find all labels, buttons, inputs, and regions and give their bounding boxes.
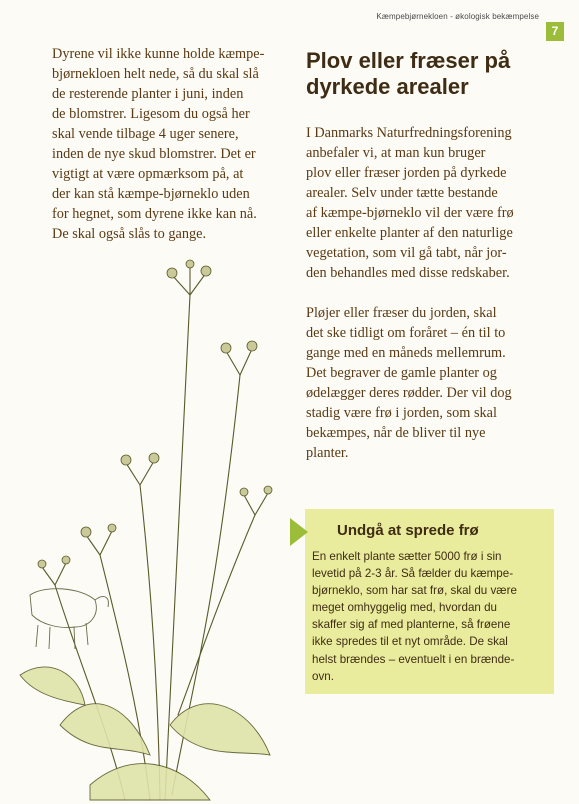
text-line: bjørneklo, som har sat frø, skal du være <box>312 584 517 598</box>
text-line: for hegnet, som dyrene ikke kan nå. <box>52 206 257 222</box>
text-line: eller enkelte planter af den naturlige <box>306 225 513 241</box>
text-line: De skal også slås to gange. <box>52 226 207 242</box>
text-line: skal vende tilbage 4 uger senere, <box>52 126 239 142</box>
text-line: stadig være frø i jorden, som skal <box>306 405 497 421</box>
text-line: de resterende planter i juni, inden <box>52 86 244 102</box>
section-heading <box>306 48 556 100</box>
flower-head <box>81 527 91 537</box>
text-line: plov eller fræser jorden på dyrkede <box>306 165 507 181</box>
flower-head <box>201 266 211 276</box>
text-line: den behandles med disse redskaber. <box>306 265 510 281</box>
leaf-cluster <box>20 667 85 705</box>
info-box-title: Undgå at sprede frø <box>337 522 479 539</box>
flower-head <box>167 268 177 278</box>
text-line: Pløjer eller fræser du jorden, skal <box>306 305 497 321</box>
running-header: Kæmpebjørnekloen - økologisk bekæmpelse <box>376 12 539 21</box>
text-line: I Danmarks Naturfredningsforening <box>306 125 512 141</box>
text-line: inden de nye skud blomstrer. Det er <box>52 146 256 162</box>
text-line: bjørnekloen helt nede, så du skal slå <box>52 66 259 82</box>
text-line: Dyrene vil ikke kunne holde kæmpe- <box>52 46 265 62</box>
text-line: Det begraver de gamle planter og <box>306 365 497 381</box>
heading-line: dyrkede arealer <box>306 74 469 99</box>
heading-line: Plov eller fræser på <box>306 48 511 73</box>
paragraph-1 <box>306 123 556 283</box>
text-line: En enkelt plante sætter 5000 frø i sin <box>312 550 502 563</box>
text-line: af kæmpe-bjørneklo vil der være frø <box>306 205 514 221</box>
stem-6 <box>178 515 255 715</box>
flower-head <box>121 455 131 465</box>
text-line: helst brændes – eventuelt i en brænde- <box>312 652 515 666</box>
text-line: bekæmpes, når de bliver til nye <box>306 425 486 441</box>
flower-head <box>247 341 257 351</box>
text-line: vegetation, som vil gå tabt, når jor- <box>306 245 507 261</box>
text-line: meget omhyggelig med, hvordan du <box>312 601 497 615</box>
page-number-badge: 7 <box>546 22 564 41</box>
text-line: gange med en måneds mellemrum. <box>306 345 506 361</box>
text-line: ødelægger deres rødder. Der vil dog <box>306 385 512 401</box>
flower-head <box>221 343 231 353</box>
flower-head <box>240 488 248 496</box>
left-column-text <box>52 44 288 244</box>
hogweed-illustration <box>0 255 300 804</box>
flower-head <box>62 556 70 564</box>
flower-head <box>264 486 272 494</box>
text-line: arealer. Selv under tætte bestande <box>306 185 498 201</box>
text-line: de blomstrer. Ligesom du også her <box>52 106 250 122</box>
text-line: anbefaler vi, at man kun bruger <box>306 145 486 161</box>
text-line: planter. <box>306 445 349 461</box>
flower-head <box>38 560 46 568</box>
text-line: vigtigt at være opmærksom på, at <box>52 166 244 182</box>
text-line: skaffer sig af med planterne, så frøene <box>312 618 511 632</box>
leaf-cluster <box>170 704 270 755</box>
paragraph-2 <box>306 303 556 463</box>
leaf-cluster <box>90 764 210 800</box>
text-line: ovn. <box>312 669 334 683</box>
animal-sketch <box>30 589 96 628</box>
flower-head <box>186 260 194 268</box>
flower-head <box>149 453 159 463</box>
info-box-text <box>312 548 548 685</box>
flower-head <box>108 524 116 532</box>
text-line: levetid på 2-3 år. Så fælder du kæmpe- <box>312 567 514 581</box>
text-line: ikke spredes til et nyt område. De skal <box>312 635 508 649</box>
text-line: der kan stå kæmpe-bjørneklo uden <box>52 186 250 202</box>
text-line: det ske tidligt om foråret – én til to <box>306 325 506 341</box>
